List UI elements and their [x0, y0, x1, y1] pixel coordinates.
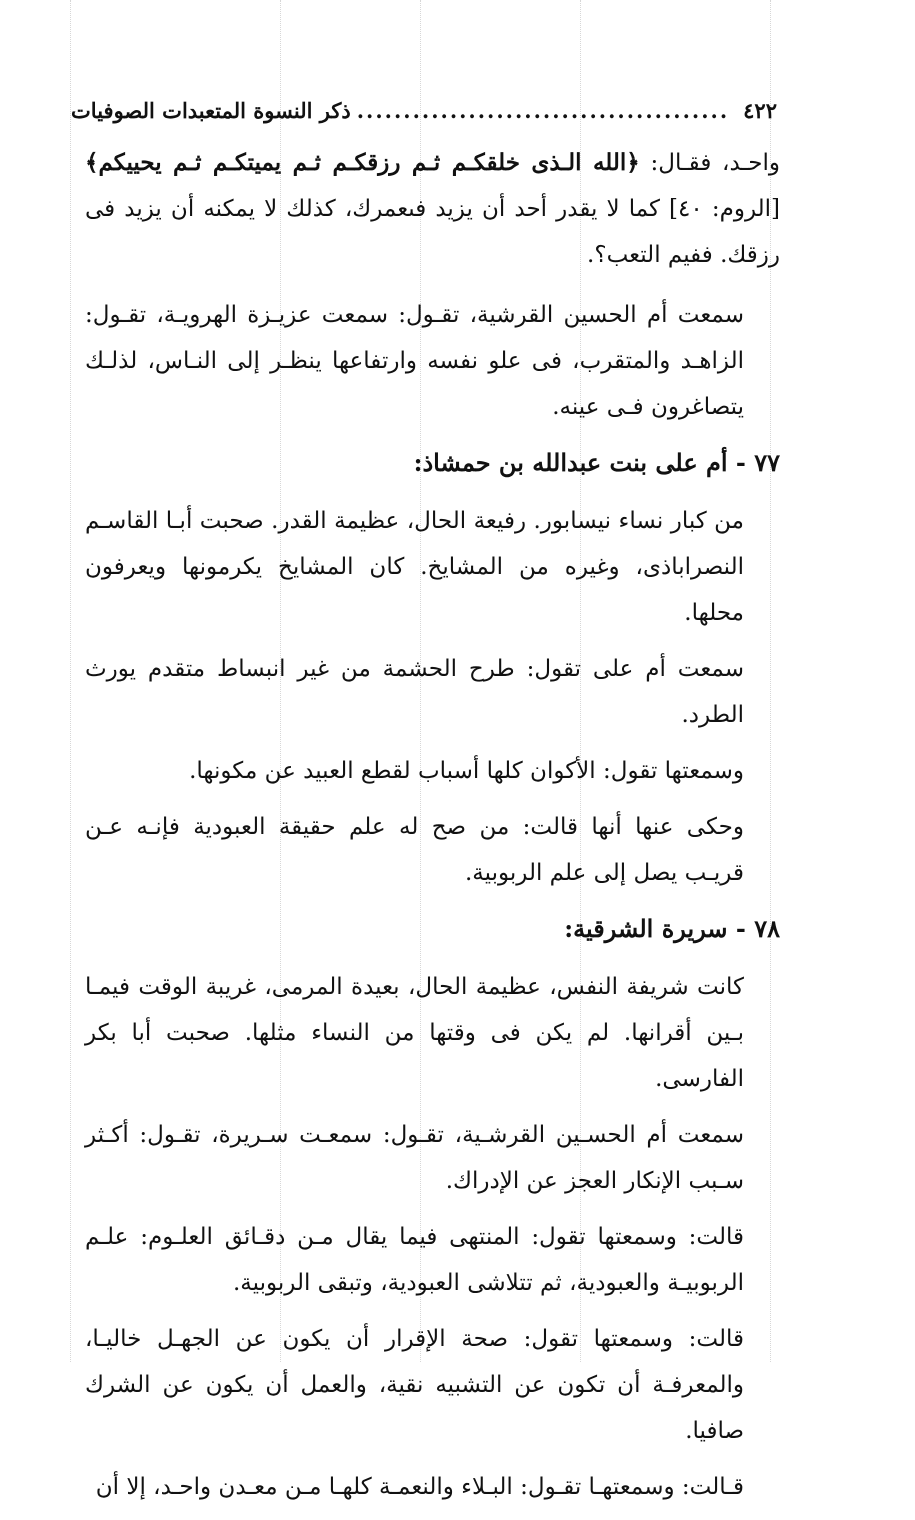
running-header — [71, 98, 777, 123]
page-number: ٤٢٢ — [743, 98, 777, 123]
paragraph-text: واحـد، فقـال: — [639, 150, 780, 176]
page-body — [85, 140, 780, 1520]
header-title: ذكر النسوة المتعبدات الصوفيات — [71, 98, 351, 123]
paragraph: كانت شريفة النفس، عظيمة الحال، بعيدة المرمى، غريبة الوقت فيمـا بـين أقرانها. لم يكن فى وقتها من النساء مثلها. صحبت أبا بكر الفارسى. — [85, 974, 744, 1092]
paragraph: قـالت: وسمعتهـا تقـول: البـلاء والنعمـة كلهـا مـن معـدن واحـد، إلا أن — [95, 1474, 744, 1500]
section-heading-78: ٧٨ - سريرة الشرقية: — [564, 914, 780, 943]
paragraph: وحكى عنها أنها قالت: من صح له علم حقيقة العبودية فإنـه عـن قريـب يصل إلى علم الربوبية. — [85, 814, 744, 886]
section-heading-77: ٧٧ - أم على بنت عبدالله بن حمشاذ: — [413, 448, 780, 477]
scan-mark — [70, 0, 71, 1362]
quran-quote: ﴿الله الـذى خلقكـم ثـم رزقكـم ثـم يميتكـم ثـم يحييكم﴾ — [85, 149, 640, 176]
paragraph-text: [الروم: ٤٠] كما لا يقدر أحد أن يزيد فىعمرك، كذلك لا يمكنه أن يزيد فى رزقك. ففيم التعب؟. — [85, 196, 781, 268]
paragraph: وسمعتها تقول: الأكوان كلها أسباب لقطع العبيد عن مكونها. — [189, 758, 744, 784]
header-leader-dots: ........................................ — [356, 98, 730, 123]
paragraph: سمعت أم على تقول: طرح الحشمة من غير انبساط متقدم يورث الطرد. — [85, 656, 744, 728]
paragraph: سمعت أم الحسـين القرشـية، تقـول: سمعـت سـريرة، تقـول: أكـثر سـبب الإنكار العجز عن الإدراك. — [85, 1122, 744, 1194]
paragraph: قالت: وسمعتها تقول: صحة الإقرار أن يكون عن الجهـل خاليـا، والمعرفـة أن تكون عن التشبيه نقية، والعمل أن يكون عن الشرك صافيا. — [85, 1326, 744, 1444]
paragraph — [85, 140, 780, 278]
paragraph: من كبار نساء نيسابور. رفيعة الحال، عظيمة القدر. صحبت أبـا القاسـم النصراباذى، وغيره من المشايخ. كان المشايخ يكرمونها ويعرفون محلها. — [85, 508, 744, 626]
paragraph: قالت: وسمعتها تقول: المنتهى فيما يقال مـن دقـائق العلـوم: علـم الربوبيـة والعبودية، ثم تتلاشى العبودية، وتبقى الربوبية. — [85, 1224, 744, 1296]
paragraph: سمعت أم الحسين القرشية، تقـول: سمعت عزيـزة الهرويـة، تقـول: الزاهـد والمتقرب، فى علو نفسه وارتفاعها ينظـر إلى النـاس، لذلـك يتصاغرون فـى عينه. — [85, 302, 744, 420]
